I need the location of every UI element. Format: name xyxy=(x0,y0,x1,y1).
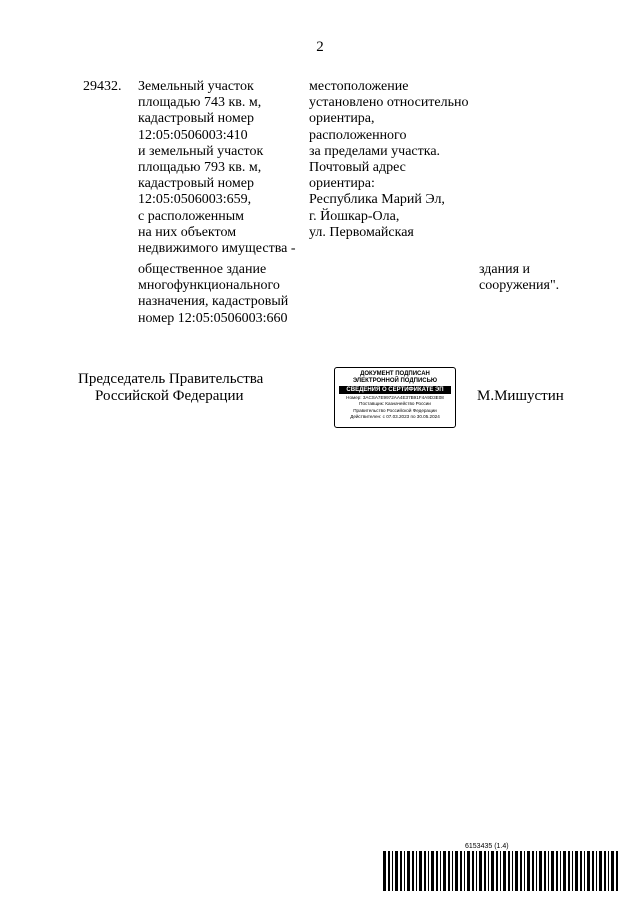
entry-number: 29432. xyxy=(83,79,122,94)
stamp-certificate-bar: СВЕДЕНИЯ О СЕРТИФИКАТЕ ЭП xyxy=(339,386,451,394)
purpose-column xyxy=(479,262,559,294)
signatory-name: М.Мишустин xyxy=(477,388,564,404)
description-line: 12:05:0506003:659, xyxy=(138,192,252,208)
barcode-code: 6153435 (1.4) xyxy=(465,843,509,850)
location-line: Республика Марий Эл, xyxy=(309,192,445,208)
description-line: кадастровый номер xyxy=(138,111,254,127)
description-line: номер 12:05:0506003:660 xyxy=(138,310,288,326)
stamp-line1: ДОКУМЕНТ ПОДПИСАН xyxy=(360,371,430,377)
description-line: площадью 743 кв. м, xyxy=(138,95,262,111)
electronic-signature-stamp xyxy=(334,367,456,428)
description-line: на них объектом xyxy=(138,224,237,240)
stamp-serial: Номер: 3ACSA7E9972AA4E37B91F4A9D3E08 xyxy=(346,395,444,400)
signatory-title-line2: Российской Федерации xyxy=(95,388,244,404)
description-line: общественное здание xyxy=(138,262,267,277)
location-line: за пределами участка. xyxy=(309,143,441,159)
description-line: недвижимого имущества - xyxy=(138,241,296,257)
location-column xyxy=(309,79,469,241)
stamp-validity: Действителен: с 07.03.2023 по 30.05.2024 xyxy=(350,414,440,420)
object-description-continuation xyxy=(138,262,288,327)
stamp-line2: ЭЛЕКТРОННОЙ ПОДПИСЬЮ xyxy=(352,378,438,384)
location-line: ориентира, xyxy=(309,111,375,127)
location-line: установлено относительно xyxy=(309,95,469,111)
location-line: ул. Первомайская xyxy=(309,224,414,240)
stamp-owner: Правительство Российской Федерации xyxy=(353,407,437,413)
description-line: многофункционального xyxy=(138,278,280,294)
object-description-column xyxy=(138,79,296,257)
description-line: Земельный участок xyxy=(138,79,254,94)
description-line: назначения, кадастровый xyxy=(138,294,289,310)
location-line: местоположение xyxy=(309,79,409,94)
stamp-issuer: Поставщик: Казначейство России xyxy=(359,401,431,407)
location-line: ориентира: xyxy=(309,176,375,192)
description-line: площадью 793 кв. м, xyxy=(138,160,262,176)
purpose-line: сооружения". xyxy=(479,278,560,294)
description-line: 12:05:0506003:410 xyxy=(138,127,248,143)
description-line: с расположенным xyxy=(138,208,245,224)
signatory-title-line1: Председатель Правительства xyxy=(78,371,264,387)
location-line: расположенного xyxy=(309,127,407,143)
purpose-line: здания и xyxy=(479,262,531,277)
description-line: кадастровый номер xyxy=(138,176,254,192)
page-number: 2 xyxy=(316,39,324,55)
location-line: Почтовый адрес xyxy=(309,160,406,176)
description-line: и земельный участок xyxy=(138,143,264,159)
location-line: г. Йошкар-Ола, xyxy=(309,208,400,224)
barcode xyxy=(383,851,619,891)
